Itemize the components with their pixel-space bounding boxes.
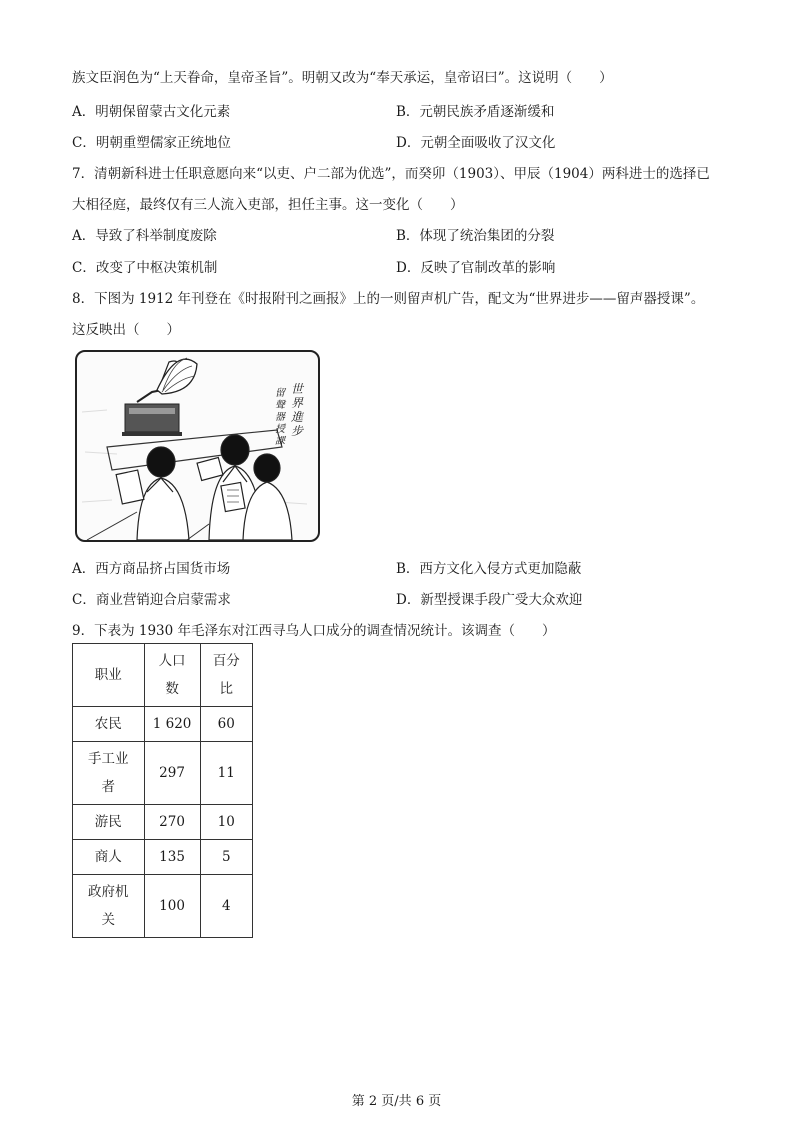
q6-stem: 族文臣润色为“上天眷命，皇帝圣旨”。明朝又改为“奉天承运，皇帝诏曰”。这说明（ ）	[72, 70, 613, 86]
cell-population: 1 620	[144, 707, 200, 742]
page-number: 第 2 页/共 6 页	[351, 1094, 442, 1109]
cell-percentage: 60	[200, 707, 252, 742]
cell-percentage: 11	[200, 742, 252, 805]
cell-occupation: 游民	[73, 805, 145, 840]
q9-stem: 9．下表为 1930 年毛泽东对江西寻乌人口成分的调查情况统计。该调查（ ）	[72, 623, 556, 639]
table-row	[73, 707, 253, 742]
table-row	[73, 875, 253, 938]
header-population: 人口数	[144, 644, 200, 707]
table-header-row	[73, 644, 253, 707]
q6-option-d: D．元朝全面吸收了汉文化	[396, 135, 556, 151]
cell-population: 100	[144, 875, 200, 938]
q8-stem-line1: 8．下图为 1912 年刊登在《时报附刊之画报》上的一则留声机广告，配文为“世界进步——留声器授课”。	[72, 291, 705, 307]
header-occupation: 职业	[73, 644, 145, 707]
q8-option-b: B．西方文化入侵方式更加隐蔽	[396, 561, 582, 577]
cell-occupation: 商人	[73, 840, 145, 875]
table-row	[73, 805, 253, 840]
cell-population: 135	[144, 840, 200, 875]
cell-occupation: 农民	[73, 707, 145, 742]
cell-percentage: 5	[200, 840, 252, 875]
cell-occupation: 手工业者	[73, 742, 145, 805]
q7-option-d: D．反映了官制改革的影响	[396, 260, 556, 276]
q6-option-b: B．元朝民族矛盾逐渐缓和	[396, 104, 555, 120]
table-row	[73, 742, 253, 805]
q7-stem-line2: 大相径庭，最终仅有三人流入吏部，担任主事。这一变化（ ）	[72, 197, 464, 213]
q7-option-c: C．改变了中枢决策机制	[72, 260, 218, 276]
q8-option-c: C．商业营销迎合启蒙需求	[72, 592, 231, 608]
q8-option-a: A．西方商品挤占国货市场	[72, 561, 231, 577]
cell-population: 270	[144, 805, 200, 840]
q8-option-d: D．新型授课手段广受大众欢迎	[396, 592, 583, 608]
q7-option-a: A．导致了科举制度废除	[72, 228, 217, 244]
ad-caption-col2: 留聲器授課	[275, 388, 285, 447]
q7-stem-line1: 7．清朝新科进士任职意愿向来“以吏、户二部为优选”，而癸卯（1903）、甲辰（1904）两科进士的选择已	[72, 166, 710, 182]
gramophone-ad-illustration	[75, 350, 320, 542]
cell-population: 297	[144, 742, 200, 805]
population-table	[72, 643, 253, 938]
cell-percentage: 10	[200, 805, 252, 840]
q7-option-b: B．体现了统治集团的分裂	[396, 228, 555, 244]
cell-percentage: 4	[200, 875, 252, 938]
ad-caption-col1: 世界進步	[291, 382, 304, 438]
table-row	[73, 840, 253, 875]
header-percentage: 百分比	[200, 644, 252, 707]
cell-occupation: 政府机关	[73, 875, 145, 938]
q6-option-a: A．明朝保留蒙古文化元素	[72, 104, 231, 120]
q6-option-c: C．明朝重塑儒家正统地位	[72, 135, 231, 151]
q8-stem-line2: 这反映出（ ）	[72, 322, 180, 338]
